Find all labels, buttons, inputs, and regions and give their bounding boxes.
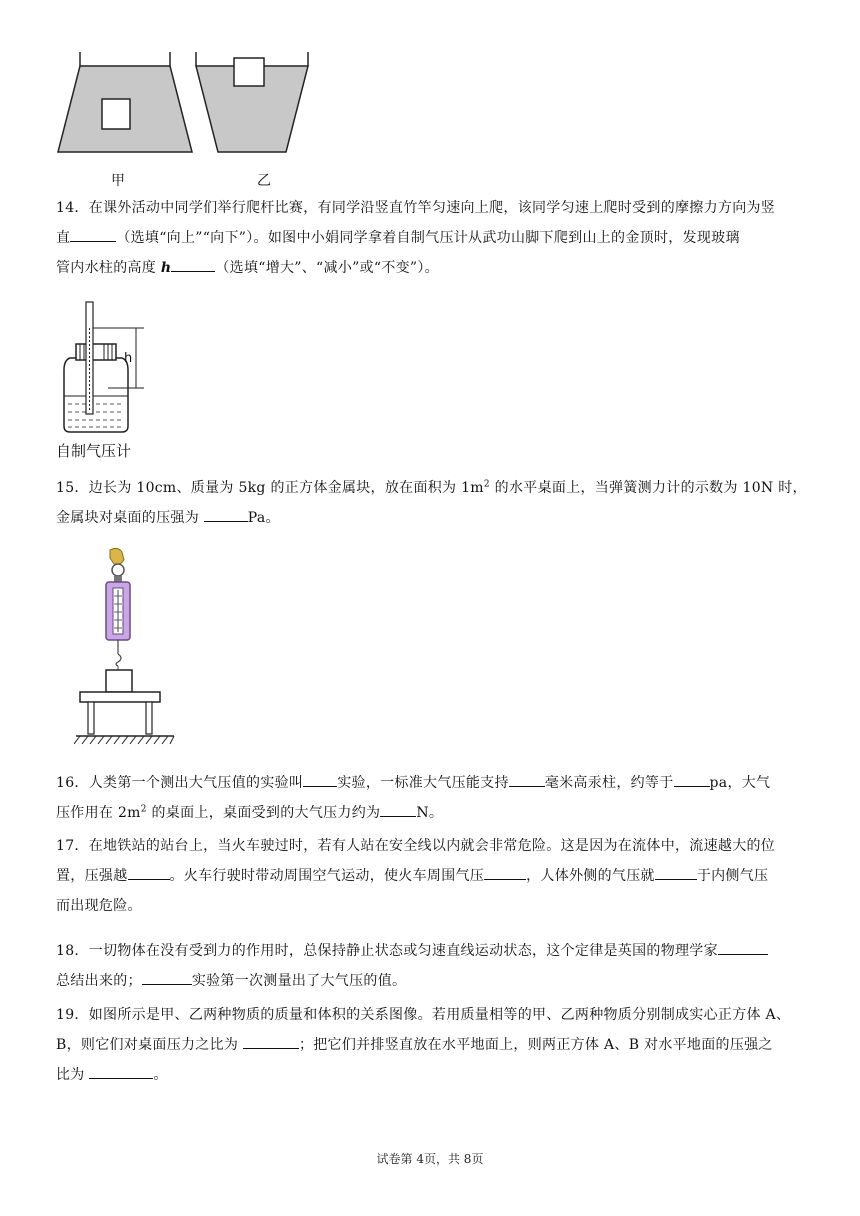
page-footer: 试卷第 4页，共 8页: [376, 1152, 484, 1166]
figure-containers: [52, 44, 312, 194]
q16-blank-3[interactable]: [674, 772, 710, 787]
containers-drawing: [52, 44, 312, 194]
q17-line1: 17．在地铁站的站台上，当火车驶过时，若有人站在安全线以内就会非常危险。这是因为在流体中，流速越大的位: [56, 838, 776, 854]
q19-blank-1[interactable]: [243, 1034, 299, 1049]
q17-line2: 置，压强越 。火车行驶时带动周围空气运动，使火车周围气压 ，人体外侧的气压就 于内侧气压: [56, 861, 816, 891]
q17-blank-2[interactable]: [484, 865, 526, 880]
spring-scale-drawing: [74, 546, 184, 746]
q17-line3: 而出现危险。: [56, 898, 142, 914]
q14-line3: 管内水柱的高度 h （选填“增大”、“减小”或“不变”）。: [56, 253, 816, 283]
figure-spring-scale: [74, 546, 184, 746]
question-18: [56, 936, 816, 996]
fig13-caption-left: 甲: [111, 173, 125, 189]
barometer-h-label: h: [124, 351, 133, 366]
question-14: [56, 193, 816, 283]
q18-line1: 18．一切物体在没有受到力的作用时，总保持静止状态或匀速直线运动状态，这个定律是英国的物理学家: [56, 936, 816, 966]
q15-line2: 金属块对桌面的压强为 Pa。: [56, 503, 816, 533]
figure-barometer: [56, 298, 186, 438]
fig14-caption: 自制气压计: [56, 442, 132, 460]
barometer-drawing: [56, 298, 186, 438]
q16-line1: 16．人类第一个测出大气压值的实验叫 实验，一标准大气压能支持 毫米高汞柱，约等于 pa，大气: [56, 768, 816, 798]
q17-blank-1[interactable]: [128, 865, 170, 880]
q15-blank-1[interactable]: [204, 507, 248, 522]
q18-blank-1[interactable]: [718, 940, 768, 955]
question-19: [56, 1000, 816, 1090]
q14-blank-1[interactable]: [70, 227, 116, 242]
q14-blank-2[interactable]: [171, 257, 215, 272]
fig13-caption-right: 乙: [257, 173, 271, 189]
q17-blank-3[interactable]: [655, 865, 697, 880]
q15-line1: 15．边长为 10cm、质量为 5kg 的正方体金属块，放在面积为 $1m^2$ 的水平桌面上，当弹簧测力计的示数为 10N 时，: [56, 479, 807, 496]
block-jia: [102, 99, 130, 129]
q18-line2: 总结出来的； 实验第一次测量出了大气压的值。: [56, 966, 816, 996]
q19-blank-2[interactable]: [89, 1064, 153, 1079]
question-16: [56, 768, 816, 828]
q16-line2: 压作用在 $2m^2$ 的桌面上，桌面受到的大气压力约为 N。: [56, 798, 816, 828]
block-yi: [234, 58, 264, 86]
q19-line1: 19．如图所示是甲、乙两种物质的质量和体积的关系图像。若用质量相等的甲、乙两种物质分别制成实心正方体 A、: [56, 1007, 791, 1023]
q14-line1: 14．在课外活动中同学们举行爬杆比赛，有同学沿竖直竹竿匀速向上爬，该同学匀速上爬时受到的摩擦力方向为竖: [56, 200, 776, 216]
q19-line3: 比为 。: [56, 1060, 816, 1090]
q18-blank-2[interactable]: [142, 970, 192, 985]
q14-line2: 直 （选填“向上”“向下”）。如图中小娟同学拿着自制气压计从武功山脚下爬到山上的金顶时，发现玻璃: [56, 223, 816, 253]
q16-blank-1[interactable]: [303, 772, 337, 787]
q19-line2: B，则它们对桌面压力之比为 ；把它们并排竖直放在水平地面上，则两正方体 A、B 对水平地面的压强之: [56, 1030, 816, 1060]
question-15: [56, 473, 816, 533]
q16-blank-4[interactable]: [380, 802, 416, 817]
question-17: [56, 831, 816, 921]
q16-blank-2[interactable]: [509, 772, 545, 787]
